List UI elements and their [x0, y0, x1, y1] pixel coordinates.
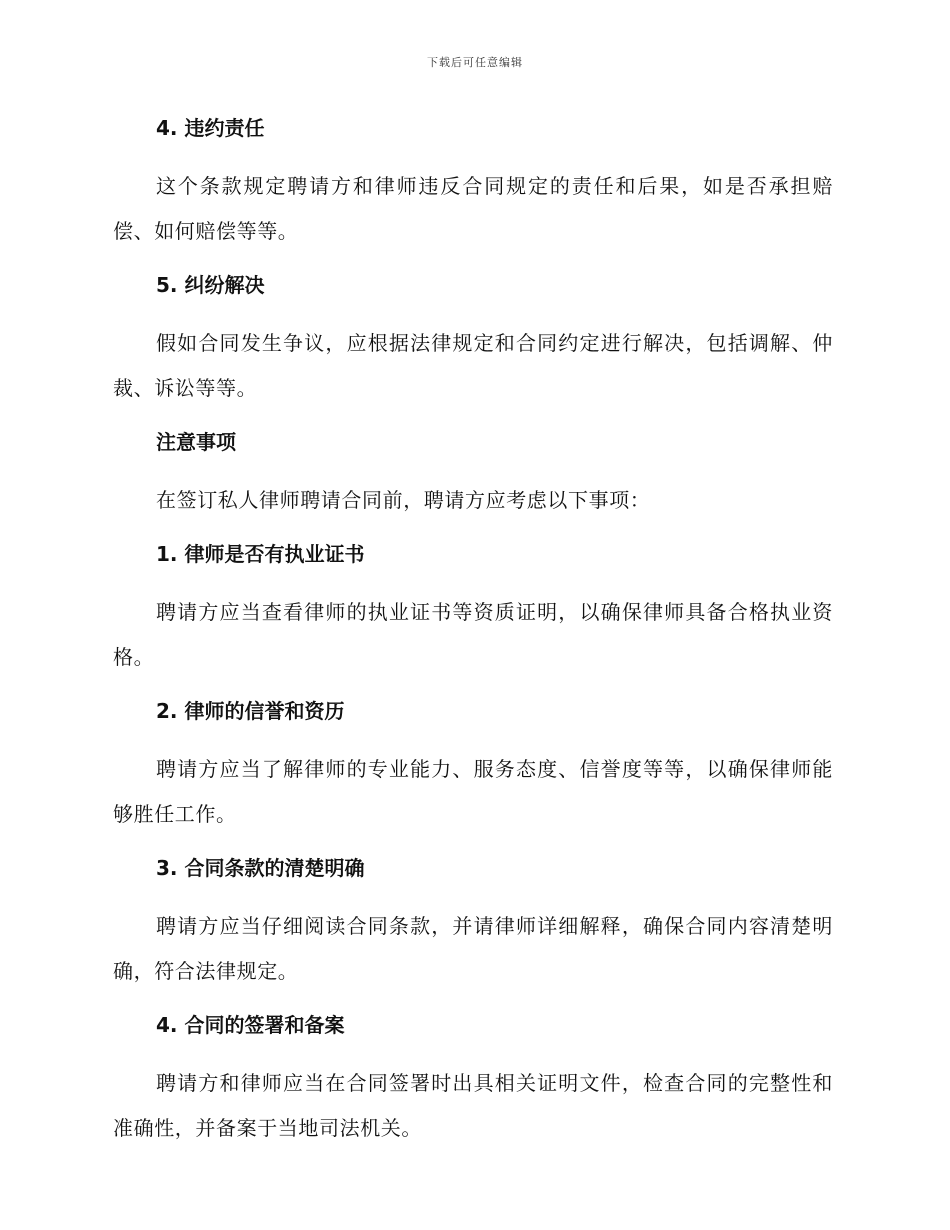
paragraph-license: 聘请方应当查看律师的执业证书等资质证明，以确保律师具备合格执业资格。: [113, 600, 833, 669]
section-heading-reputation: 2. 律师的信誉和资历: [156, 699, 345, 723]
paragraph-dispute-resolution: 假如合同发生争议，应根据法律规定和合同约定进行解决，包括调解、仲裁、诉讼等等。: [113, 331, 833, 400]
section-heading-dispute-resolution: 5. 纠纷解决: [156, 273, 265, 297]
page-header-note: 下载后可任意编辑: [427, 56, 523, 69]
document-body: [113, 110, 833, 1151]
section-heading-license: 1. 律师是否有执业证书: [156, 542, 365, 566]
paragraph-signing-filing: 聘请方和律师应当在合同签署时出具相关证明文件，检查合同的完整性和准确性，并备案于当地司法机关。: [113, 1071, 833, 1140]
paragraph-breach-liability: 这个条款规定聘请方和律师违反合同规定的责任和后果，如是否承担赔偿、如何赔偿等等。: [113, 174, 833, 243]
paragraph-reputation: 聘请方应当了解律师的专业能力、服务态度、信誉度等等，以确保律师能够胜任工作。: [113, 757, 833, 826]
paragraph-notes-intro: 在签订私人律师聘请合同前，聘请方应考虑以下事项：: [156, 488, 651, 512]
section-heading-contract-terms: 3. 合同条款的清楚明确: [156, 856, 365, 880]
section-heading-signing-filing: 4. 合同的签署和备案: [156, 1013, 345, 1037]
section-heading-breach-liability: 4. 违约责任: [156, 116, 265, 140]
section-heading-notes: 注意事项: [156, 430, 236, 454]
paragraph-contract-terms: 聘请方应当仔细阅读合同条款，并请律师详细解释，确保合同内容清楚明确，符合法律规定。: [113, 914, 833, 983]
